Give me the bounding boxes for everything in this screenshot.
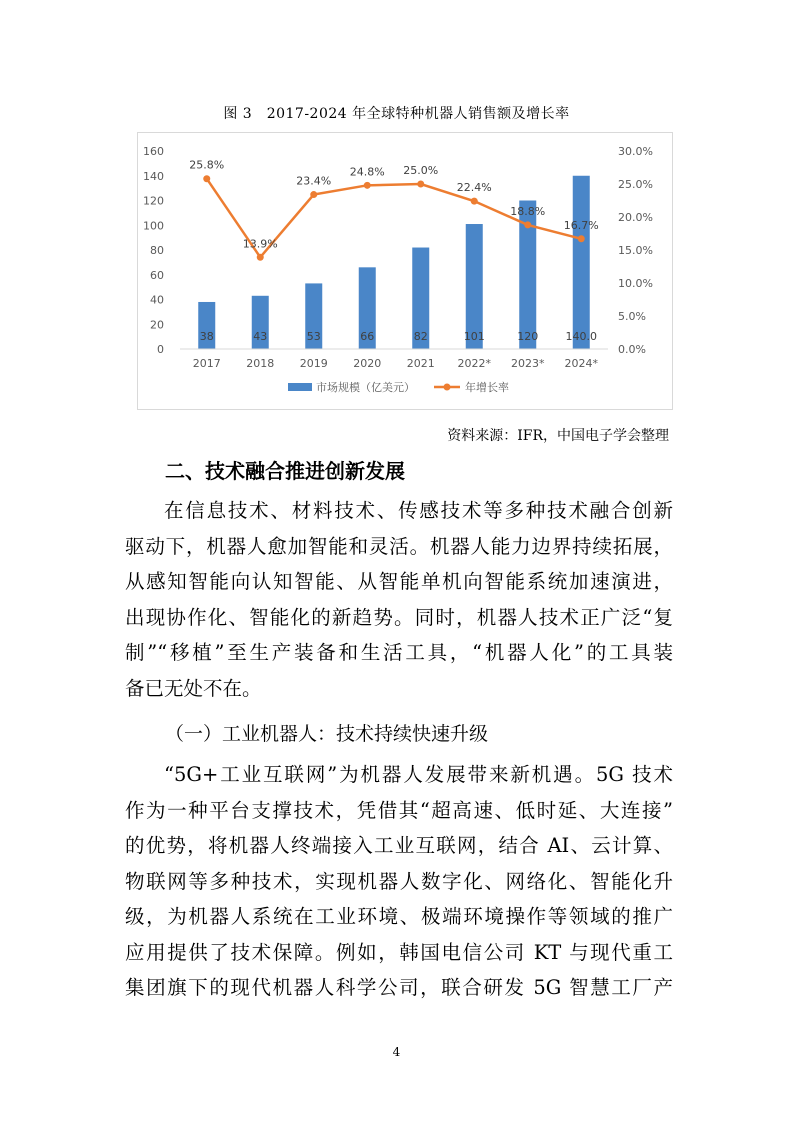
bar-data-label: 82 bbox=[413, 330, 428, 343]
section-heading: 二、技术融合推进创新发展 bbox=[165, 459, 405, 483]
paragraph-line: 作为一种平台支撑技术，凭借其“超高速、低时延、大连接” bbox=[125, 798, 673, 822]
line-data-label: 25.8% bbox=[189, 158, 225, 172]
legend-label-line: 年增长率 bbox=[465, 381, 509, 394]
y-tick-label-left: 100 bbox=[143, 219, 164, 233]
paragraph-1 bbox=[125, 493, 673, 706]
paragraph-line: 在信息技术、材料技术、传感技术等多种技术融合创新 bbox=[164, 499, 673, 522]
paragraph-line: 应用提供了技术保障。例如，韩国电信公司 KT 与现代重工 bbox=[125, 940, 673, 964]
legend-swatch-bar bbox=[288, 383, 312, 391]
x-tick-label: 2018 bbox=[246, 357, 275, 370]
paragraph-line: 的优势，将机器人终端接入工业互联网，结合 AI、云计算、 bbox=[125, 834, 673, 857]
y-tick-label-right: 15.0% bbox=[618, 244, 653, 257]
bar-series bbox=[198, 176, 597, 349]
right-axis bbox=[618, 145, 653, 356]
bar-data-label: 120 bbox=[517, 330, 539, 343]
line-data-label: 13.9% bbox=[242, 237, 278, 251]
y-tick-label-left: 140 bbox=[143, 169, 164, 183]
page-number: 4 bbox=[392, 1045, 401, 1059]
paragraph-line: 出现协作化、智能化的新趋势。同时，机器人技术正广泛“复 bbox=[125, 605, 673, 629]
sales-growth-chart bbox=[138, 133, 672, 409]
line-data-label: 22.4% bbox=[456, 181, 492, 195]
line-point bbox=[203, 175, 210, 182]
x-tick-label: 2023* bbox=[511, 357, 545, 370]
y-tick-label-left: 60 bbox=[150, 268, 164, 282]
line-data-label: 23.4% bbox=[296, 174, 332, 188]
figure-caption: 图 3 2017-2024 年全球特种机器人销售额及增长率 bbox=[223, 106, 570, 122]
line-point bbox=[524, 221, 531, 228]
bar-data-label: 66 bbox=[360, 330, 375, 343]
bar-data-label: 43 bbox=[253, 330, 268, 343]
chart-frame bbox=[137, 132, 673, 410]
left-axis bbox=[143, 145, 164, 356]
line-point bbox=[257, 254, 264, 261]
y-tick-label-left: 80 bbox=[150, 244, 164, 257]
bar bbox=[573, 176, 590, 349]
line-point bbox=[471, 198, 478, 205]
legend-label-bar: 市场规模（亿美元） bbox=[316, 381, 415, 394]
y-tick-label-left: 0 bbox=[157, 343, 164, 356]
paragraph-line: 级，为机器人系统在工业环境、极端环境操作等领域的推广 bbox=[125, 905, 673, 928]
paragraph-line: 集团旗下的现代机器人科学公司，联合研发 5G 智慧工厂产 bbox=[125, 976, 673, 999]
x-tick-label: 2021 bbox=[406, 357, 435, 370]
y-tick-label-left: 120 bbox=[143, 194, 164, 208]
line-series bbox=[189, 159, 598, 261]
line-data-label: 18.8% bbox=[510, 204, 546, 218]
paragraph-line: “5G+工业互联网”为机器人发展带来新机遇。5G 技术 bbox=[164, 763, 673, 786]
paragraph-line: 物联网等多种技术，实现机器人数字化、网络化、智能化升 bbox=[125, 869, 673, 893]
line-point bbox=[364, 182, 371, 189]
bar-data-label: 101 bbox=[463, 330, 485, 343]
y-tick-label-left: 160 bbox=[143, 145, 164, 158]
line-point bbox=[417, 181, 424, 188]
paragraph-line: 从感知智能向认知智能、从智能单机向智能系统加速演进， bbox=[125, 570, 673, 593]
y-tick-label-right: 5.0% bbox=[618, 310, 646, 323]
y-tick-label-left: 20 bbox=[150, 318, 164, 332]
y-tick-label-right: 0.0% bbox=[618, 343, 646, 356]
line-data-label: 16.7% bbox=[563, 218, 599, 232]
line-point bbox=[578, 235, 585, 242]
bar-data-label: 53 bbox=[306, 330, 321, 343]
x-tick-label: 2019 bbox=[299, 357, 328, 370]
y-tick-label-right: 20.0% bbox=[618, 211, 653, 224]
x-tick-label: 2017 bbox=[192, 357, 221, 370]
line-point bbox=[310, 191, 317, 198]
bar-data-label: 140.0 bbox=[565, 330, 597, 343]
subsection-heading: （一）工业机器人：技术持续快速升级 bbox=[165, 723, 489, 745]
x-tick-label: 2020 bbox=[353, 357, 382, 370]
y-tick-label-right: 25.0% bbox=[618, 178, 653, 191]
paragraph-line: 制”“移植”至生产装备和生活工具，“机器人化”的工具装 bbox=[125, 641, 673, 664]
figure-source: 资料来源：IFR，中国电子学会整理 bbox=[447, 428, 669, 444]
x-tick-label: 2024* bbox=[564, 357, 598, 370]
y-tick-label-right: 10.0% bbox=[618, 277, 653, 290]
legend-swatch-point bbox=[444, 384, 451, 391]
x-axis bbox=[180, 349, 608, 370]
paragraph-2 bbox=[125, 757, 673, 1006]
y-tick-label-left: 40 bbox=[150, 293, 164, 307]
paragraph-line: 备已无处不在。 bbox=[125, 676, 262, 700]
paragraph-line: 驱动下，机器人愈加智能和灵活。机器人能力边界持续拓展， bbox=[125, 534, 673, 558]
line-data-label: 24.8% bbox=[349, 165, 385, 179]
y-tick-label-right: 30.0% bbox=[618, 145, 653, 158]
x-tick-label: 2022* bbox=[457, 357, 491, 370]
line-data-label: 25.0% bbox=[403, 164, 439, 177]
bar-data-label: 38 bbox=[199, 330, 214, 343]
chart-legend bbox=[288, 380, 509, 394]
